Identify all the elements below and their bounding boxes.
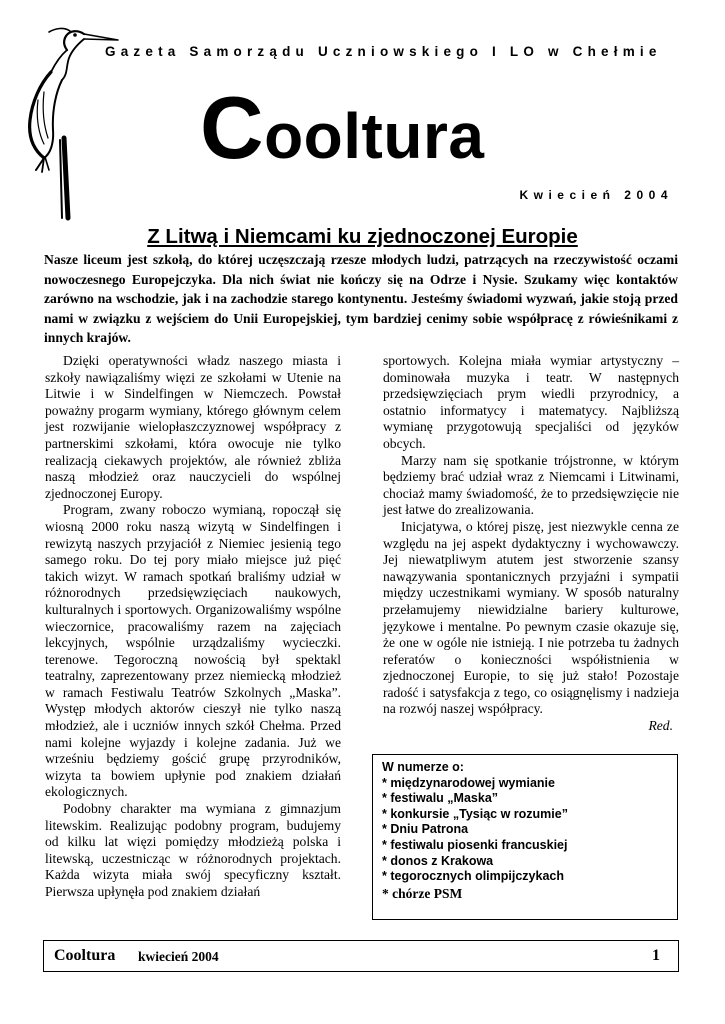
masthead-title [200, 78, 485, 177]
contents-item: * międzynarodowej wymianie [382, 775, 555, 790]
newspaper-subtitle: Gazeta Samorządu Uczniowskiego I LO w Chełmie [105, 44, 662, 59]
contents-item: * festiwalu piosenki francuskiej [382, 837, 568, 852]
article-column-1 [45, 353, 341, 901]
contents-item: * donos z Krakowa [382, 853, 494, 868]
issue-date: Kwiecień 2004 [519, 188, 673, 202]
article-lead: Nasze liceum jest szkołą, do której uczęszczają rzesze młodych ludzi, patrzących na rzeczywistość oczami nowoczesnego Europejczyka. Dla nich świat nie kończy się na Odrze i Nysie. Szukamy więc kontaktów zarówno na wschodzie, jak i na zachodzie starego kontynentu. Jesteśmy świadomi wyzwań, jakie stoją przed nami w związku z wejściem do Unii Europejskiej, tym bardziej cenimy sobie współpracę z rówieśnikami z innych krajów. [44, 252, 678, 345]
paragraph: Inicjatywa, o której piszę, jest niezwykle cenna ze względu na jej aspekt dydaktyczny i wychowawczy. Jej niewatpliwym atutem jest stworzenie szansy nawązywania spontanicznych przyjaźni i sympatii między uczestnikami wymiany. W sposób naturalny przełamujemy niewidzialne bariery kulturowe, językowe i mentalne. Po pewnym czasie okazuje się, że one w ogóle nie istnieją. I nie potrzeba tu żadnych referatów o konieczności współistnienia w zjednoczonej Europie, to się już stało! Pozostaje radość i satysfakcja z tego, co osiągnęlismy i nadzieja na rozwój naszej współpracy. [383, 518, 679, 717]
footer-title: Cooltura [54, 947, 116, 964]
page-footer [43, 940, 679, 972]
contents-title: W numerze o: [382, 760, 464, 774]
signature: Red. [648, 718, 673, 734]
contents-item: * festiwalu „Maska” [382, 791, 499, 806]
paragraph: Dzięki operatywności władz naszego miasta i szkoły nawiązaliśmy więzi ze szkołami w Utenie na Litwie i w Sindelfingen w Niemczech. Powstał poważny progarm wymiany, którego głównym celem jest rozwijanie wielopłaszczyznowej współpracy z partnerskimi szkołami, która owocuje nie tylko realizacją ciekawych projektów, ale również zbliża naszą młodzież oraz nauczycieli do wspólnej zjednoczonej Europy. [45, 353, 341, 501]
article-headline: Z Litwą i Niemcami ku zjednoczonej Europie [147, 225, 578, 248]
contents-item: * chórze PSM [382, 885, 463, 901]
contents-box [372, 754, 678, 920]
masthead-initial: C [200, 78, 265, 177]
article-column-2 [383, 353, 679, 735]
contents-item: * konkursie „Tysiąc w rozumie” [382, 806, 568, 821]
contents-item: * tegorocznych olimpijczykach [382, 869, 564, 884]
page-number: 1 [652, 947, 660, 964]
paragraph: Marzy nam się spotkanie trójstronne, w którym będziemy brać udział wraz z Niemcami i Litwinami, chociaż mamy świadomość, że to przedsięwzięcie nie jest łatwe do zrealizowania. [383, 452, 679, 518]
footer-date: kwiecień 2004 [138, 949, 219, 964]
contents-item: * Dniu Patrona [382, 822, 469, 837]
paragraph: sportowych. Kolejna miała wymiar artystyczny – dominowała muzyka i teatr. W następnych przedsięwzięciach prym wiedli przyrodnicy, a ostatnio informatycy i matematycy. Najbliższą wymianę przygotowują specjaliści od języków obcych. [383, 353, 679, 451]
masthead-rest: ooltura [264, 100, 485, 172]
paragraph: Podobny charakter ma wymiana z gimnazjum litewskim. Realizując podobny program, budujemy od kilku lat więzi pomiędzy młodzieżą polska i litewską, uczestnicząc w różnorodnych projektach. Każda wizyta miała swój specyficzny kształt. Pierwsza upłynęła pod znakiem działań [45, 801, 341, 899]
paragraph: Program, zwany roboczo wymianą, ropoczął się wiosną 2000 roku naszą wizytą w Sindelfingen i rewizytą naszych przyjaciół z Niemiec jesienią tego samego roku. Do tej pory miało miejsce już pięć takich wizyt. W ramach spotkań braliśmy udział w różnorodnych przedsięwzięciach naukowych, kulturalnych i sportowych. Organizowaliśmy wspólne wieczornice, pracowaliśmy razem na zajęciach lekcyjnych, wspólnie urządzaliśmy wycieczki. terenowe. Tegoroczną nowością był spektakl teatralny, zaprezentowany przez niemiecką młodzież w ramach Festiwalu Teatrów Szkolnych „Maska”. Występ młodych aktorów cieszył nie tylko naszą młodzież, ale i uczniów innych szkół Chełma. Przed nami kolejne wyjazdy i kolejne zadania. Już we wrześniu będziemy gościć grupę przyrodników, wizyta ta bowiem upłynie pod znakiem działań ekologicznych. [45, 502, 341, 800]
